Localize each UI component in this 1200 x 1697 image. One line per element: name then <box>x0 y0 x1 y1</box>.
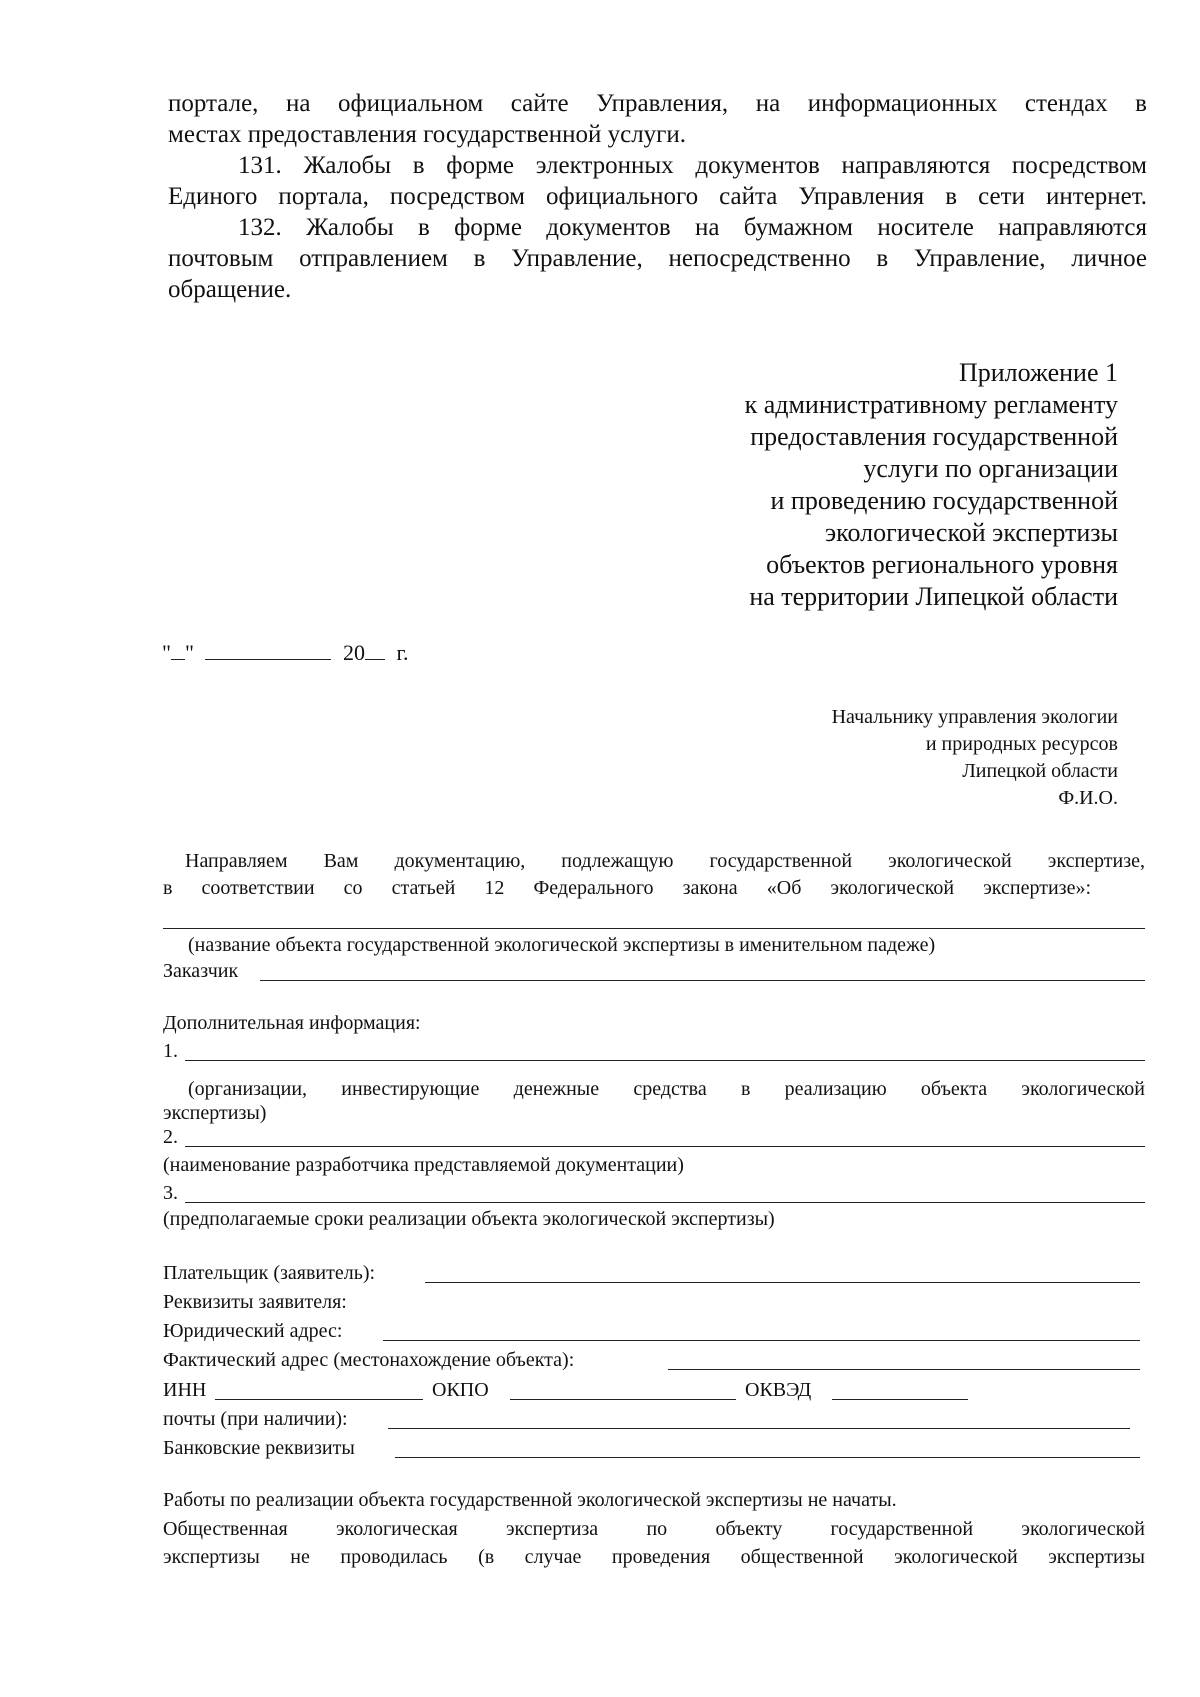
paragraph-line: почтовым отправлением в Управление, непосредственно в Управление, личное <box>168 245 1147 272</box>
legal-address-field[interactable] <box>383 1340 1140 1341</box>
payer-field[interactable] <box>425 1282 1140 1283</box>
addressee-block <box>832 704 1118 812</box>
inn-field[interactable] <box>215 1399 423 1400</box>
item-2-number: 2. <box>163 1126 178 1148</box>
item-3-caption: (предполагаемые сроки реализации объекта экологической экспертизы) <box>163 1208 775 1230</box>
works-status-text: Работы по реализации объекта государственной экологической экспертизы не начаты. <box>163 1489 897 1511</box>
day-blank <box>171 641 185 660</box>
legal-address-label: Юридический адрес: <box>163 1320 343 1342</box>
okpo-label: ОКПО <box>432 1379 489 1401</box>
customer-label: Заказчик <box>163 960 239 982</box>
okpo-field[interactable] <box>510 1399 736 1400</box>
top-paragraphs <box>168 88 1147 305</box>
item-3-number: 3. <box>163 1182 178 1204</box>
payer-label: Плательщик (заявитель): <box>163 1262 376 1284</box>
appendix-line: и проведению государственной <box>770 486 1118 515</box>
okved-label: ОКВЭД <box>745 1379 812 1401</box>
okved-field[interactable] <box>832 1399 968 1400</box>
appendix-line: Приложение 1 <box>958 358 1118 387</box>
paragraph-131-line: 131. Жалобы в форме электронных документов направляются посредством <box>238 152 1147 179</box>
item-2-field[interactable] <box>185 1146 1145 1147</box>
addressee-line: Начальнику управления экологии <box>831 706 1118 728</box>
paragraph-line: порталe, на официальном сайте Управления, на информационных стендах в <box>168 90 1147 117</box>
item-2-caption: (наименование разработчика представляемой документации) <box>163 1154 684 1176</box>
item-3-field[interactable] <box>185 1202 1145 1203</box>
addressee-line: Липецкой области <box>962 760 1118 782</box>
object-name-field[interactable] <box>163 928 1145 929</box>
paragraph-line: Единого портала, посредством официального сайта Управления в сети интернет. <box>168 183 1147 210</box>
appendix-line: объектов регионального уровня <box>766 550 1118 579</box>
intro-line: в соответствии со статьей 12 Федерального закона «Об экологической экспертизе»: <box>163 877 1091 899</box>
appendix-line: предоставления государственной <box>750 422 1118 451</box>
appendix-line: к административному регламенту <box>744 390 1118 419</box>
paragraph-line: обращение. <box>168 276 292 303</box>
month-blank <box>205 641 331 660</box>
appendix-heading <box>745 357 1118 613</box>
appendix-line: экологической экспертизы <box>824 518 1118 547</box>
date-field: " " 20 г. <box>162 640 409 665</box>
additional-info-label: Дополнительная информация: <box>163 1012 421 1034</box>
inn-label: ИНН <box>163 1379 207 1401</box>
appendix-line: на территории Липецкой области <box>749 582 1118 611</box>
paragraph-line: местах предоставления государственной услуги. <box>168 121 687 148</box>
item-1-number: 1. <box>163 1040 178 1062</box>
bank-field[interactable] <box>395 1457 1140 1458</box>
requisites-label: Реквизиты заявителя: <box>163 1291 347 1313</box>
customer-field[interactable] <box>260 980 1145 981</box>
email-label: почты (при наличии): <box>163 1408 348 1430</box>
year-blank <box>365 641 385 660</box>
public-exam-text: экспертизы не проводилась (в случае проведения общественной экологической экспертизы <box>163 1546 1145 1568</box>
item-1-caption: экспертизы) <box>163 1102 267 1124</box>
bank-label: Банковские реквизиты <box>163 1437 355 1459</box>
appendix-line: услуги по организации <box>863 454 1118 483</box>
object-caption: (название объекта государственной экологической экспертизы в именительном падеже) <box>188 934 936 956</box>
item-1-field[interactable] <box>185 1060 1145 1061</box>
addressee-line: и природных ресурсов <box>925 733 1118 755</box>
item-1-caption: (организации, инвестирующие денежные средства в реализацию объекта экологической <box>188 1078 1145 1100</box>
intro-line: Направляем Вам документацию, подлежащую государственной экологической экспертизе, <box>185 850 1145 872</box>
email-field[interactable] <box>388 1428 1130 1429</box>
actual-address-label: Фактический адрес (местонахождение объекта): <box>163 1349 575 1371</box>
paragraph-132-line: 132. Жалобы в форме документов на бумажном носителе направляются <box>238 214 1147 241</box>
actual-address-field[interactable] <box>668 1369 1140 1370</box>
addressee-line: Ф.И.О. <box>1058 787 1118 809</box>
public-exam-text: Общественная экологическая экспертиза по объекту государственной экологической <box>163 1518 1145 1540</box>
